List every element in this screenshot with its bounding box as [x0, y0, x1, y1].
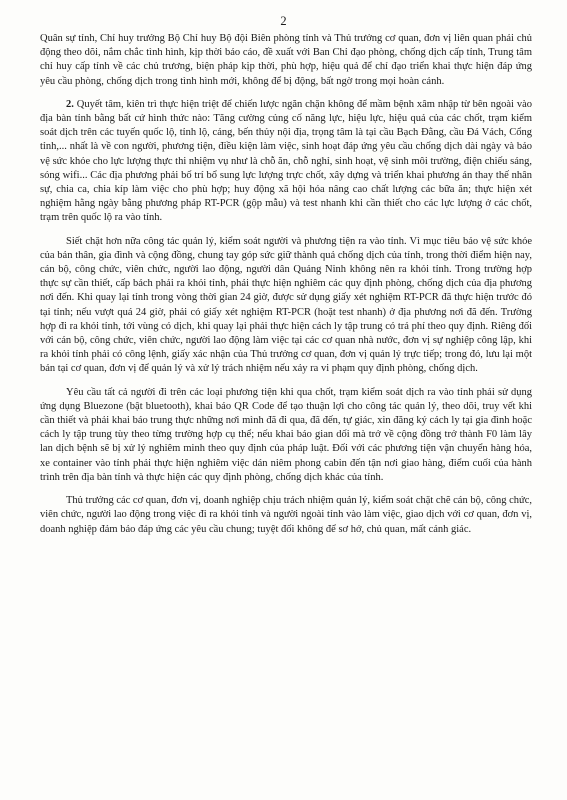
page-number: 2 — [280, 14, 287, 28]
paragraph-2 — [40, 98, 532, 226]
paragraph-4: Yêu cầu tất cả người đi trên các loại phương tiện khi qua chốt, trạm kiểm soát dịch ra vào tỉnh phải sử dụng ứng dụng Bluezone (bật bluetooth), khai báo QR Code để tạo thuận lợi cho công tác quản lý, theo dõi, truy vết khi cần thiết và phải khai báo trung thực những nơi mình đã đi qua, đã đến, tự giác, xin đăng ký cách ly tại gia đình hoặc cách ly tập trung tùy theo từng trường hợp cụ thể; nếu khai báo gian dối mà trở về cộng đồng trở thành F0 làm lây lan dịch bệnh sẽ bị xử lý nghiêm minh theo quy định của pháp luật. Đối với các phương tiện vận chuyển hàng hóa, xe container vào tỉnh phải thực hiện nghiêm việc dán niêm phong cabin đến tận nơi giao hàng, điểm cuối của hành trình trên địa bàn tỉnh và thực hiện các quy định phòng, chống dịch khác của tỉnh. — [40, 386, 532, 483]
paragraph-3: Siết chặt hơn nữa công tác quản lý, kiểm soát người và phương tiện ra vào tỉnh. Vì mục tiêu bảo vệ sức khỏe của bản thân, gia đình và cộng đồng, chung tay góp sức giữ thành quả chống dịch của tỉnh, trong thời điểm hiện nay, cán bộ, công chức, viên chức, người lao động, người dân Quảng Ninh không nên ra khỏi tỉnh. Trong trường hợp thực sự cần thiết, cấp bách phải ra khỏi tỉnh, phải thực hiện nghiêm các quy định phòng, chống dịch của địa phương nơi đến. Khi quay lại tỉnh trong vòng thời gian 24 giờ, được sử dụng giấy xét nghiệm RT-PCR đã thực hiện trước đó tại tỉnh; nếu vượt quá 24 giờ, phải có giấy xét nghiệm RT-PCR (hoặt test nhanh) ở địa phương nơi đã đến. Trường hợp đi ra khỏi tỉnh, tới vùng có dịch, khi quay lại phải thực hiện cách ly tập trung có trả phí theo quy định. Riêng đối với cán bộ, công chức, viên chức, người lao động làm việc tại các cơ quan nhà nước, đơn vị sự nghiệp công lập, khi ra khỏi tỉnh phải có công lệnh, giấy xác nhận của Thủ trưởng cơ quan, đơn vị quản lý trực tiếp; trong đó, lưu lại một bản tại cơ quan, đơn vị để quản lý và xử lý trách nhiệm nếu xảy ra vi phạm quy định phòng, chống dịch. — [40, 235, 532, 375]
paragraph-2-text: Quyết tâm, kiên trì thực hiện triệt để chiến lược ngăn chặn không để mầm bệnh xâm nhập từ bên ngoài vào địa bàn tỉnh bằng bất cứ hình thức nào: Tăng cường củng cố năng lực, hiệu lực, hiệu quả của các chốt, trạm kiểm soát dịch trên các tuyến quốc lộ, tỉnh lộ, cảng, bến thủy nội địa, trọng tâm là tại cầu Bạch Đằng, cầu Đá Vách, Cổng tỉnh,... nhất là về con người, phương tiện, điều kiện làm việc, sinh hoạt đáp ứng yêu cầu chống dịch dài ngày và bảo vệ sức khỏe cho lực lượng thực thi nhiệm vụ như là chỗ ăn, chỗ nghỉ, sinh hoạt, vệ sinh môi trường, điện chiếu sáng, sóng wifi... Các địa phương phải bố trí bổ sung lực lượng trực chốt, xây dựng và triển khai phương án thay thế nhân sự, chia ca, chia kíp làm việc cho phù hợp; huy động xã hội hóa nâng cao chất lượng các bữa ăn; thực hiện xét nghiệm hằng ngày bằng phương pháp RT-PCR (gộp mẫu) và test nhanh khi cần thiết cho các lực lượng ở các chốt, trạm trên quốc lộ ra vào tỉnh. — [40, 98, 532, 224]
section-number: 2. — [66, 98, 74, 110]
paragraph-5: Thủ trưởng các cơ quan, đơn vị, doanh nghiệp chịu trách nhiệm quản lý, kiểm soát chặt chẽ cán bộ, công chức, viên chức, người lao động trong việc đi ra khỏi tỉnh và người ngoài tỉnh vào làm việc, giao dịch với cơ quan, đơn vị, doanh nghiệp đảm bảo đáp ứng các yêu cầu chung; tuyệt đối không để sơ hở, chủ quan, mất cảnh giác. — [40, 495, 532, 535]
document-body — [40, 32, 532, 537]
paragraph-1: Quân sự tỉnh, Chỉ huy trưởng Bộ Chỉ huy Bộ đội Biên phòng tỉnh và Thủ trưởng cơ quan, đơn vị liên quan phải chủ động theo dõi, nắm chắc tình hình, kịp thời báo cáo, đề xuất với Ban Chỉ đạo phòng, chống dịch cấp tỉnh, Trung tâm chỉ huy cấp tỉnh về các chủ trương, biện pháp kịp thời, phù hợp, hiệu quả để chỉ đạo triển khai thực hiện đáp ứng yêu cầu phòng, chống dịch trong tình hình mới, không để bị động, bất ngờ trong mọi hoàn cảnh. — [40, 33, 532, 87]
